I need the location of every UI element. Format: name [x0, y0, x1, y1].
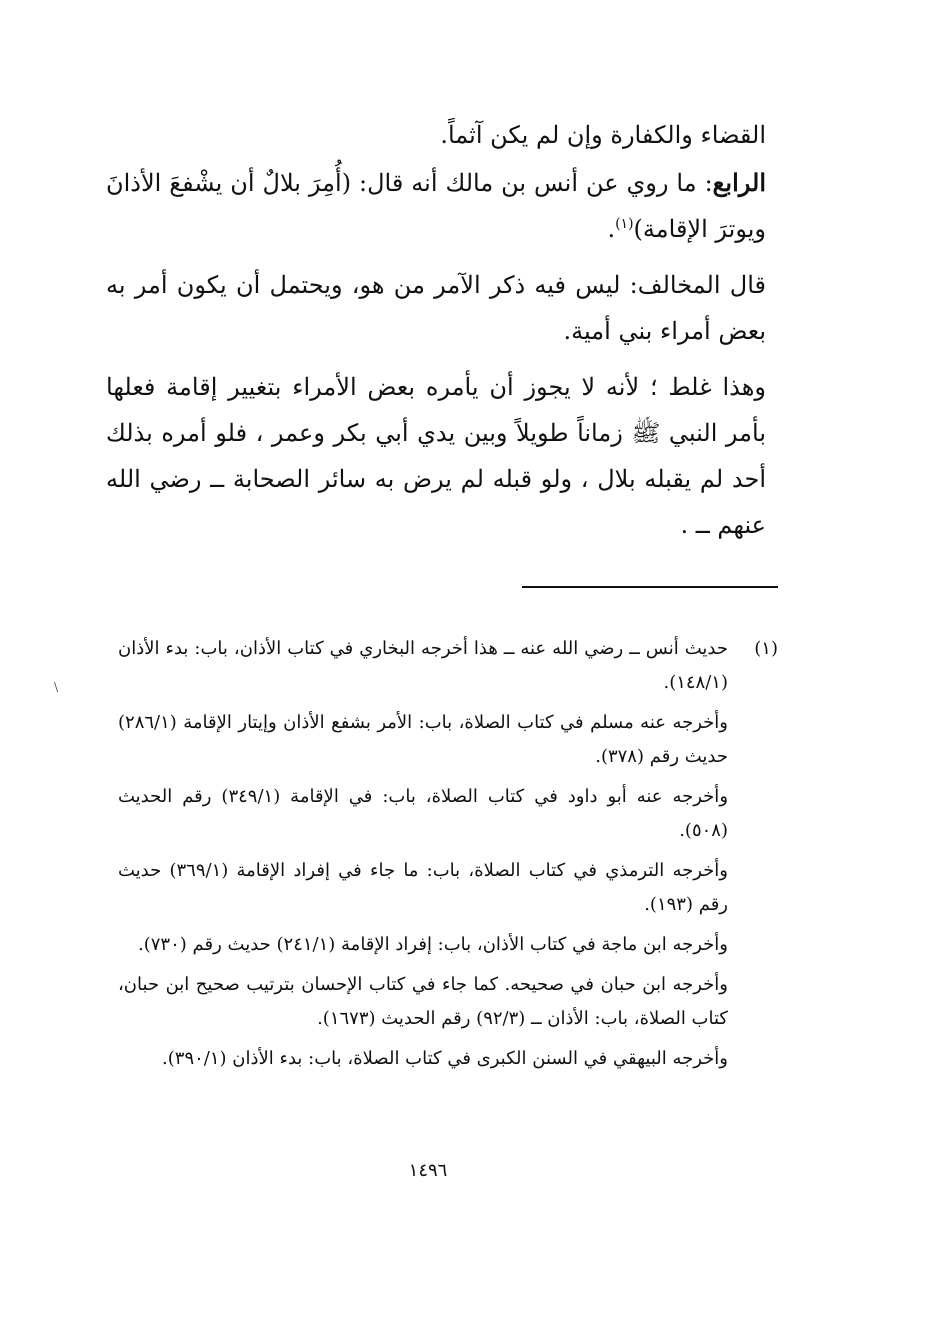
paragraph-1: القضاء والكفارة وإن لم يكن آثماً. [440, 121, 766, 149]
term-fourth: الرابع [712, 168, 766, 197]
footnotes-block [118, 632, 778, 1082]
main-text-block [106, 112, 766, 558]
footnote-reference[interactable]: (١) [615, 216, 634, 232]
footnote-line: وأخرجه الترمذي في كتاب الصلاة، باب: ما جاء في إفراد الإقامة (٣٦٩/١) حديث رقم (١٩٣). [118, 860, 728, 915]
page-number: ١٤٩٦ [408, 1160, 448, 1181]
footnote-line: وأخرجه ابن حبان في صحيحه. كما جاء في كتاب الإحسان بترتيب صحيح ابن حبان، كتاب الصلاة، باب: الأذان ــ (٩٢/٣) رقم الحديث (١٦٧٣). [118, 974, 728, 1029]
footnote-line: وأخرجه ابن ماجة في كتاب الأذان، باب: إفراد الإقامة (٢٤١/١) حديث رقم (٧٣٠). [138, 934, 728, 955]
footnote-line: وأخرجه البيهقي في السنن الكبرى في كتاب الصلاة، باب: بدء الأذان (٣٩٠/١). [162, 1048, 728, 1069]
footnote-number: (١) [754, 638, 778, 659]
footnote-line: حديث أنس ــ رضي الله عنه ــ هذا أخرجه البخاري في كتاب الأذان، باب: بدء الأذان (١٤٨/١). [118, 638, 728, 693]
paragraph-2 [106, 160, 766, 252]
margin-mark: \ [54, 680, 59, 694]
paragraph-3: قال المخالف: ليس فيه ذكر الآمر من هو، ويحتمل أن يكون أمر به بعض أمراء بني أمية. [106, 271, 766, 345]
paragraph-4: وهذا غلط ؛ لأنه لا يجوز أن يأمره بعض الأمراء بتغيير إقامة فعلها بأمر النبي ﷺ زماناً طويلاً وبين يدي أبي بكر وعمر ، فلو أمره بذلك أحد لم يقبله بلال ، ولو قبله لم يرض به سائر الصحابة ــ رضي الله عنهم ــ . [106, 373, 766, 539]
paragraph-2-end: . [607, 215, 616, 243]
paragraph-2-text: : ما روي عن أنس بن مالك أنه قال: (أُمِرَ بلالٌ أن يشْفعَ الأذانَ ويوترَ الإقامة) [106, 169, 766, 243]
footnote-line: وأخرجه عنه مسلم في كتاب الصلاة، باب: الأمر بشفع الأذان وإيتار الإقامة (٢٨٦/١) حديث رقم (٣٧٨). [118, 712, 728, 767]
footnote-line: وأخرجه عنه أبو داود في كتاب الصلاة، باب: في الإقامة (٣٤٩/١) رقم الحديث (٥٠٨). [118, 786, 729, 841]
footnote-body [118, 632, 728, 1076]
footnote-divider [522, 586, 778, 588]
